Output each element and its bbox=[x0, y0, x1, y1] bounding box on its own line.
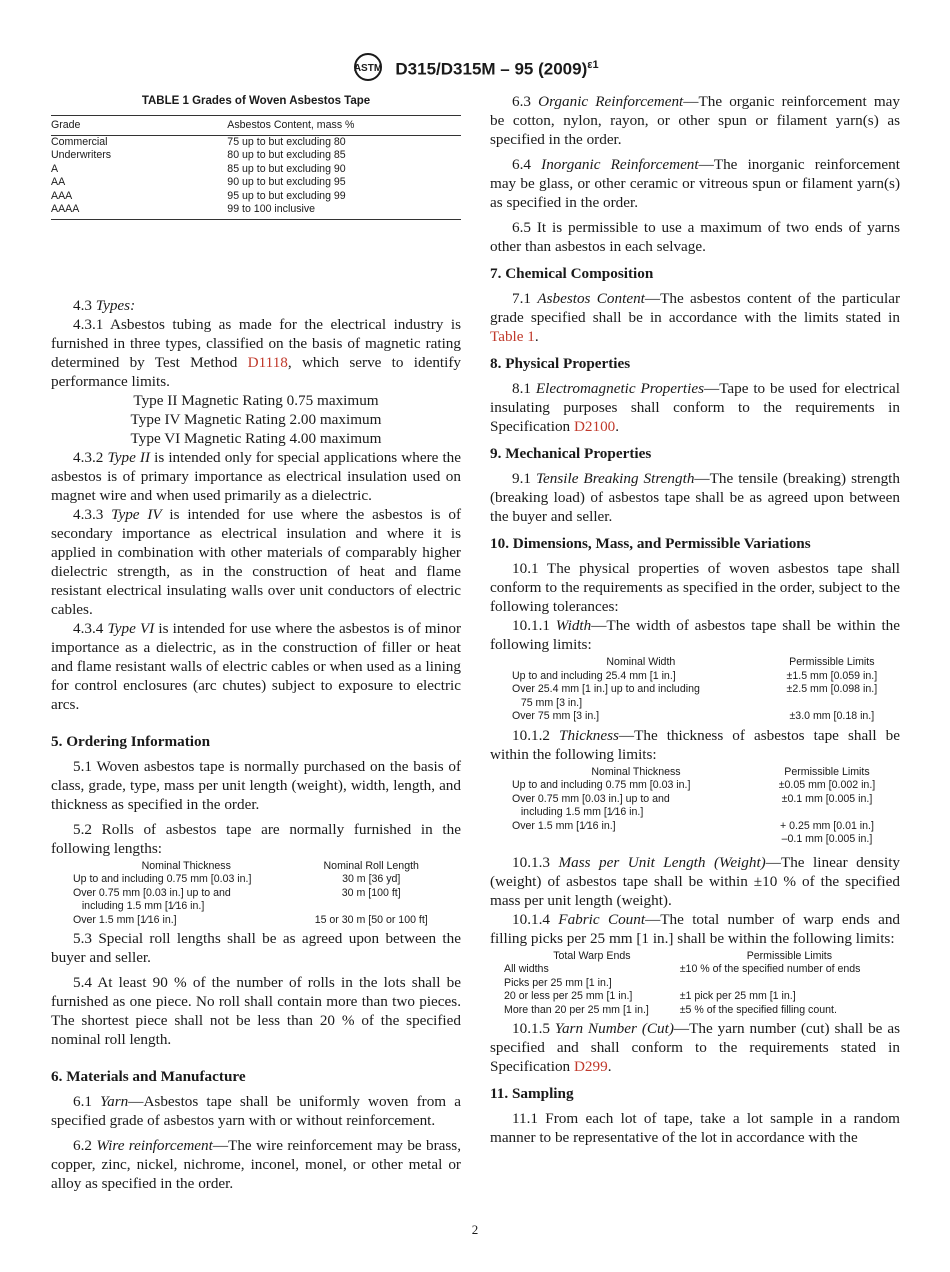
section-6-3: 6.3 Organic Reinforcement—The organic reinforcement may be cotton, nylon, rayon, or other spun or filament yarn(s) as specified in the order. bbox=[490, 93, 901, 148]
section-5-2: 5.2 Rolls of asbestos tape are normally furnished in the following lengths: bbox=[51, 820, 461, 857]
page-header bbox=[0, 52, 950, 87]
section-6-5: 6.5 It is permissible to use a maximum of two ends of yarns other than asbestos in each selvage. bbox=[490, 219, 900, 255]
table-row: including 1.5 mm [1⁄16 in.] bbox=[73, 900, 205, 912]
rating-type-vi: Type VI Magnetic Rating 4.00 maximum bbox=[130, 429, 382, 447]
grades-table bbox=[51, 115, 461, 220]
table-row: including 1.5 mm [1⁄16 in.] bbox=[512, 806, 644, 818]
section-5-1: 5.1 Woven asbestos tape is normally purchased on the basis of class, grade, type, mass per unit length (weight), width, length, and thickness as specified in the order. bbox=[51, 757, 461, 813]
section-4-3-4: 4.3.4 Type VI is intended for use where the asbestos is of minor importance as a dielectric, as in the construction of filler or heat and flame resistant walls of electric cables or when used as a lining for control enclosures (arc chutes) subject to exposure to electric arcs. bbox=[51, 619, 462, 713]
section-4-3: 4.3 Types: bbox=[73, 296, 136, 314]
link-d299[interactable]: D299 bbox=[573, 1058, 608, 1075]
table-row: All widths ±10 % of the specified number of ends bbox=[504, 963, 861, 975]
table-row: Underwriters 80 up to but excluding 85 bbox=[51, 149, 346, 161]
table-row: Over 0.75 mm [0.03 in.] up to and 30 m [100 ft] bbox=[73, 886, 401, 899]
section-5-3: 5.3 Special roll lengths shall be as agreed upon between the buyer and seller. bbox=[51, 930, 461, 966]
heading-9: 9. Mechanical Properties bbox=[490, 445, 652, 462]
section-10-1: 10.1 The physical properties of woven asbestos tape shall conform to the requirements as specified in the order, subject to the following tolerances: bbox=[490, 560, 900, 615]
magnetic-ratings bbox=[51, 391, 461, 448]
table-row: 75 mm [3 in.] bbox=[512, 696, 583, 709]
section-10-1-5: 10.1.5 Yarn Number (Cut)—The yarn number (cut) shall be as specified and shall conform to the requirements stated in Specification D299. bbox=[490, 1020, 900, 1075]
width-table: Nominal Width Permissible Limits Up to and including 25.4 mm [1 in.] ±1.5 mm [0.059 in.] Over 25.4 mm [1 in.] up to and including ±2.5 mm [0.098 in.] 75 mm [3 in.] Over 75 mm [3 in.] ±3.0 mm [0.18 in.] bbox=[512, 656, 894, 724]
table-row: AAAA 99 to 100 inclusive bbox=[51, 203, 461, 219]
table-1 bbox=[51, 92, 461, 220]
section-10-1-2: 10.1.2 Thickness—The thickness of asbestos tape shall be within the following limits: bbox=[490, 726, 900, 763]
table-row: Over 1.5 mm [1⁄16 in.] 15 or 30 m [50 or 100 ft] bbox=[73, 913, 428, 926]
heading-5: 5. Ordering Information bbox=[51, 732, 211, 750]
heading-11: 11. Sampling bbox=[490, 1085, 574, 1102]
page-number: 2 bbox=[471, 1222, 479, 1237]
table-row: –0.1 mm [0.005 in.] bbox=[781, 833, 873, 845]
section-11-1: 11.1 From each lot of tape, take a lot sample in a random manner to be representative of the lot in accordance with the bbox=[490, 1110, 900, 1146]
table-row: Over 25.4 mm [1 in.] up to and including ±2.5 mm [0.098 in.] bbox=[512, 683, 878, 695]
document-designation: D315/D315M – 95 $(2009)^{\varepsilon 1}$ bbox=[395, 59, 599, 79]
link-d1118[interactable]: D1118 bbox=[247, 353, 288, 371]
section-4-3-3: 4.3.3 Type IV is intended for use where the asbestos is of secondary importance as electrical insulation and where it is applied in combination with other materials of comparably higher dielectric strength, as in the construction of heat and flame resistant electrical insulating walls over unit conductors of electric cables. bbox=[51, 505, 462, 618]
section-9-1: 9.1 Tensile Breaking Strength—The tensile (breaking) strength (breaking load) of asbestos tape shall be as agreed upon between the buyer and seller. bbox=[490, 470, 900, 525]
table-row: Up to and including 0.75 mm [0.03 in.] 30 m [36 yd] bbox=[73, 873, 401, 885]
fabric-count-table: Total Warp Ends Permissible Limits All widths ±10 % of the specified number of ends Picks per 25 mm [1 in.] 20 or less per 25 mm [1 in.] ±1 pick per 25 mm [1 in.] More than 20 per 25 mm [1 in.] ±5 % of the specified filling count. bbox=[504, 950, 899, 1018]
link-table-1[interactable]: Table 1 bbox=[490, 328, 535, 345]
astm-logo-icon bbox=[351, 52, 385, 87]
table-row: AAA 95 up to but excluding 99 bbox=[51, 189, 346, 202]
section-10-1-3: 10.1.3 Mass per Unit Length (Weight)—The linear density (weight) of asbestos tape shall be within ±10 % of the specified mass per unit length (weight). bbox=[490, 853, 901, 909]
table-row: A 85 up to but excluding 90 bbox=[51, 162, 346, 175]
table-row: Commercial 75 up to but excluding 80 bbox=[51, 135, 346, 148]
heading-8: 8. Physical Properties bbox=[490, 355, 631, 372]
rating-type-iv: Type IV Magnetic Rating 2.00 maximum bbox=[130, 410, 382, 428]
left-column bbox=[51, 92, 461, 1193]
thickness-table: Nominal Thickness Permissible Limits Up to and including 0.75 mm [0.03 in.] ±0.05 mm [0.002 in.] Over 0.75 mm [0.03 in.] up to and ±0.1 mm [0.005 in.] including 1.5 mm [1⁄16 in.] Over 1.5 mm [1⁄16 in.] + 0.25 mm [0.01 in.] –0.1 mm [0.005 in.] bbox=[512, 766, 894, 847]
rating-type-ii: Type II Magnetic Rating 0.75 maximum bbox=[133, 391, 379, 409]
heading-6: 6. Materials and Manufacture bbox=[51, 1068, 246, 1085]
section-4-3-1: 4.3.1 Asbestos tubing as made for the electrical industry is furnished in three types, classified on the basis of magnetic rating determined by Test Method D1118, which serve to identify performance limits. bbox=[51, 315, 462, 390]
section-7-1: 7.1 Asbestos Content—The asbestos content of the particular grade specified shall be in accordance with the limits stated in Table 1. bbox=[490, 290, 901, 345]
section-10-1-1: 10.1.1 Width—The width of asbestos tape shall be within the following limits: bbox=[490, 617, 900, 653]
link-d2100[interactable]: D2100 bbox=[573, 418, 616, 435]
col-grade-header: Grade bbox=[51, 116, 227, 136]
table-row: AA 90 up to but excluding 95 bbox=[51, 176, 346, 188]
col-content-header: Asbestos Content, mass % bbox=[227, 116, 461, 136]
table-row: Over 1.5 mm [1⁄16 in.] + 0.25 mm [0.01 in.] bbox=[512, 819, 874, 832]
table-1-caption: TABLE 1 Grades of Woven Asbestos Tape bbox=[141, 95, 371, 107]
right-column bbox=[490, 92, 900, 1147]
heading-7: 7. Chemical Composition bbox=[490, 265, 654, 282]
section-4-3-2: 4.3.2 Type II is intended only for special applications where the asbestos is of primary importance as electrical insulation used on magnet wire and when used primarily as a dielectric. bbox=[51, 448, 462, 504]
heading-10: 10. Dimensions, Mass, and Permissible Variations bbox=[490, 535, 811, 552]
table-row: 20 or less per 25 mm [1 in.] ±1 pick per 25 mm [1 in.] bbox=[504, 990, 796, 1002]
table-row: Picks per 25 mm [1 in.] bbox=[504, 976, 612, 989]
table-row: Up to and including 0.75 mm [0.03 in.] ±0.05 mm [0.002 in.] bbox=[512, 779, 876, 791]
section-6-4: 6.4 Inorganic Reinforcement—The inorganic reinforcement may be glass, or other ceramic or vitreous spun or filament yarn(s) as specified in the order. bbox=[490, 156, 900, 211]
section-6-2: 6.2 Wire reinforcement—The wire reinforcement may be brass, copper, zinc, nickel, nichrome, inconel, monel, or other metal or alloy as specified in the order. bbox=[51, 1137, 462, 1192]
roll-length-table: Nominal Thickness Nominal Roll Length Up to and including 0.75 mm [0.03 in.] 30 m [36 yd] Over 0.75 mm [0.03 in.] up to and 30 m [100 ft] including 1.5 mm [1⁄16 in.] Over 1.5 mm [1⁄16 in.] 15 or 30 m [50 or 100 ft] bbox=[73, 860, 443, 928]
section-8-1: 8.1 Electromagnetic Properties—Tape to be used for electrical insulating purposes shall conform to the requirements in Specification D2100. bbox=[490, 380, 900, 435]
table-row: More than 20 per 25 mm [1 in.] ±5 % of the specified filling count. bbox=[504, 1003, 837, 1016]
section-5-4: 5.4 At least 90 % of the number of rolls in the lots shall be furnished as one piece. No roll shall contain more than two pieces. The shortest piece shall not be less than 20 % of the specified nominal roll length. bbox=[51, 974, 461, 1048]
svg-text:ASTM: ASTM bbox=[354, 63, 383, 74]
section-6-1: 6.1 Yarn—Asbestos tape shall be uniformly woven from a specified grade of asbestos yarn with or without reinforcement. bbox=[51, 1093, 461, 1129]
table-row: Up to and including 25.4 mm [1 in.] ±1.5 mm [0.059 in.] bbox=[512, 669, 878, 682]
table-row: Over 0.75 mm [0.03 in.] up to and ±0.1 mm [0.005 in.] bbox=[512, 792, 873, 805]
section-10-1-4: 10.1.4 Fabric Count—The total number of warp ends and filling picks per 25 mm [1 in.] shall be within the following limits: bbox=[490, 910, 901, 947]
table-row: Over 75 mm [3 in.] ±3.0 mm [0.18 in.] bbox=[512, 710, 875, 722]
